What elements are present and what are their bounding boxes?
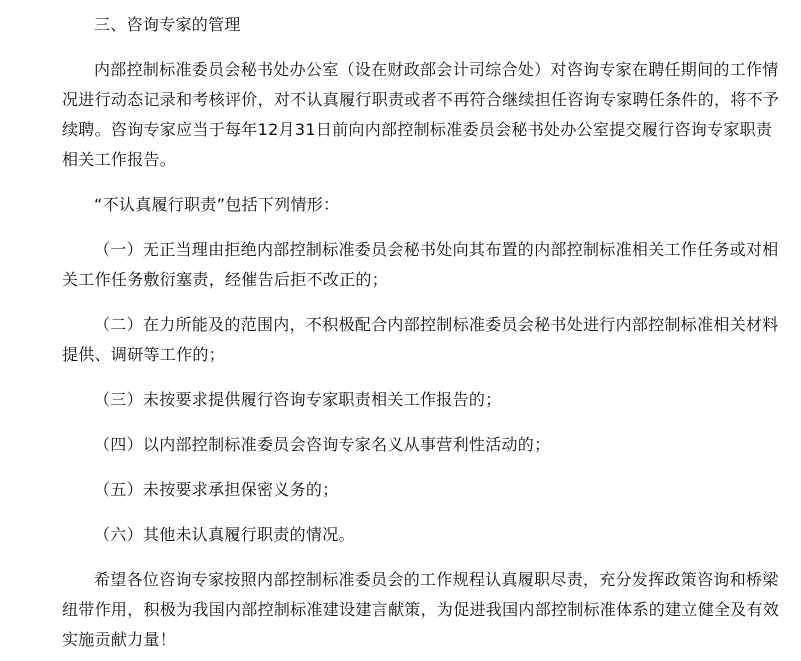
list-item-4: （四）以内部控制标准委员会咨询专家名义从事营利性活动的； <box>94 435 551 454</box>
paragraph-management-intro: 内部控制标准委员会秘书处办公室（设在财政部会计司综合处）对咨询专家在聘任期间的工作情况进行动态记录和考核评价，对不认真履行职责或者不再符合继续担任咨询专家聘任条件的，将不予续聘。咨询专家应当于每年12月31日前向内部控制标准委员会秘书处办公室提交履行咨询专家职责相关工作报告。 <box>62 60 780 169</box>
paragraph-definition-intro: “不认真履行职责”包括下列情形： <box>94 195 340 214</box>
paragraph-closing: 希望各位咨询专家按照内部控制标准委员会的工作规程认真履职尽责，充分发挥政策咨询和桥梁纽带作用，积极为我国内部控制标准建设建言献策，为促进我国内部控制标准体系的建立健全及有效实施贡献力量！ <box>62 570 780 649</box>
list-item-1: （一）无正当理由拒绝内部控制标准委员会秘书处向其布置的内部控制标准相关工作任务或对相关工作任务敷衍塞责，经催告后拒不改正的； <box>62 240 779 289</box>
list-item-2: （二）在力所能及的范围内，不积极配合内部控制标准委员会秘书处进行内部控制标准相关材料提供、调研等工作的； <box>62 315 779 364</box>
list-item-3: （三）未按要求提供履行咨询专家职责相关工作报告的； <box>94 390 502 409</box>
list-item-5: （五）未按要求承担保密义务的； <box>94 480 339 499</box>
list-item-6: （六）其他未认真履行职责的情况。 <box>94 525 355 544</box>
section-heading: 三、咨询专家的管理 <box>94 15 241 34</box>
